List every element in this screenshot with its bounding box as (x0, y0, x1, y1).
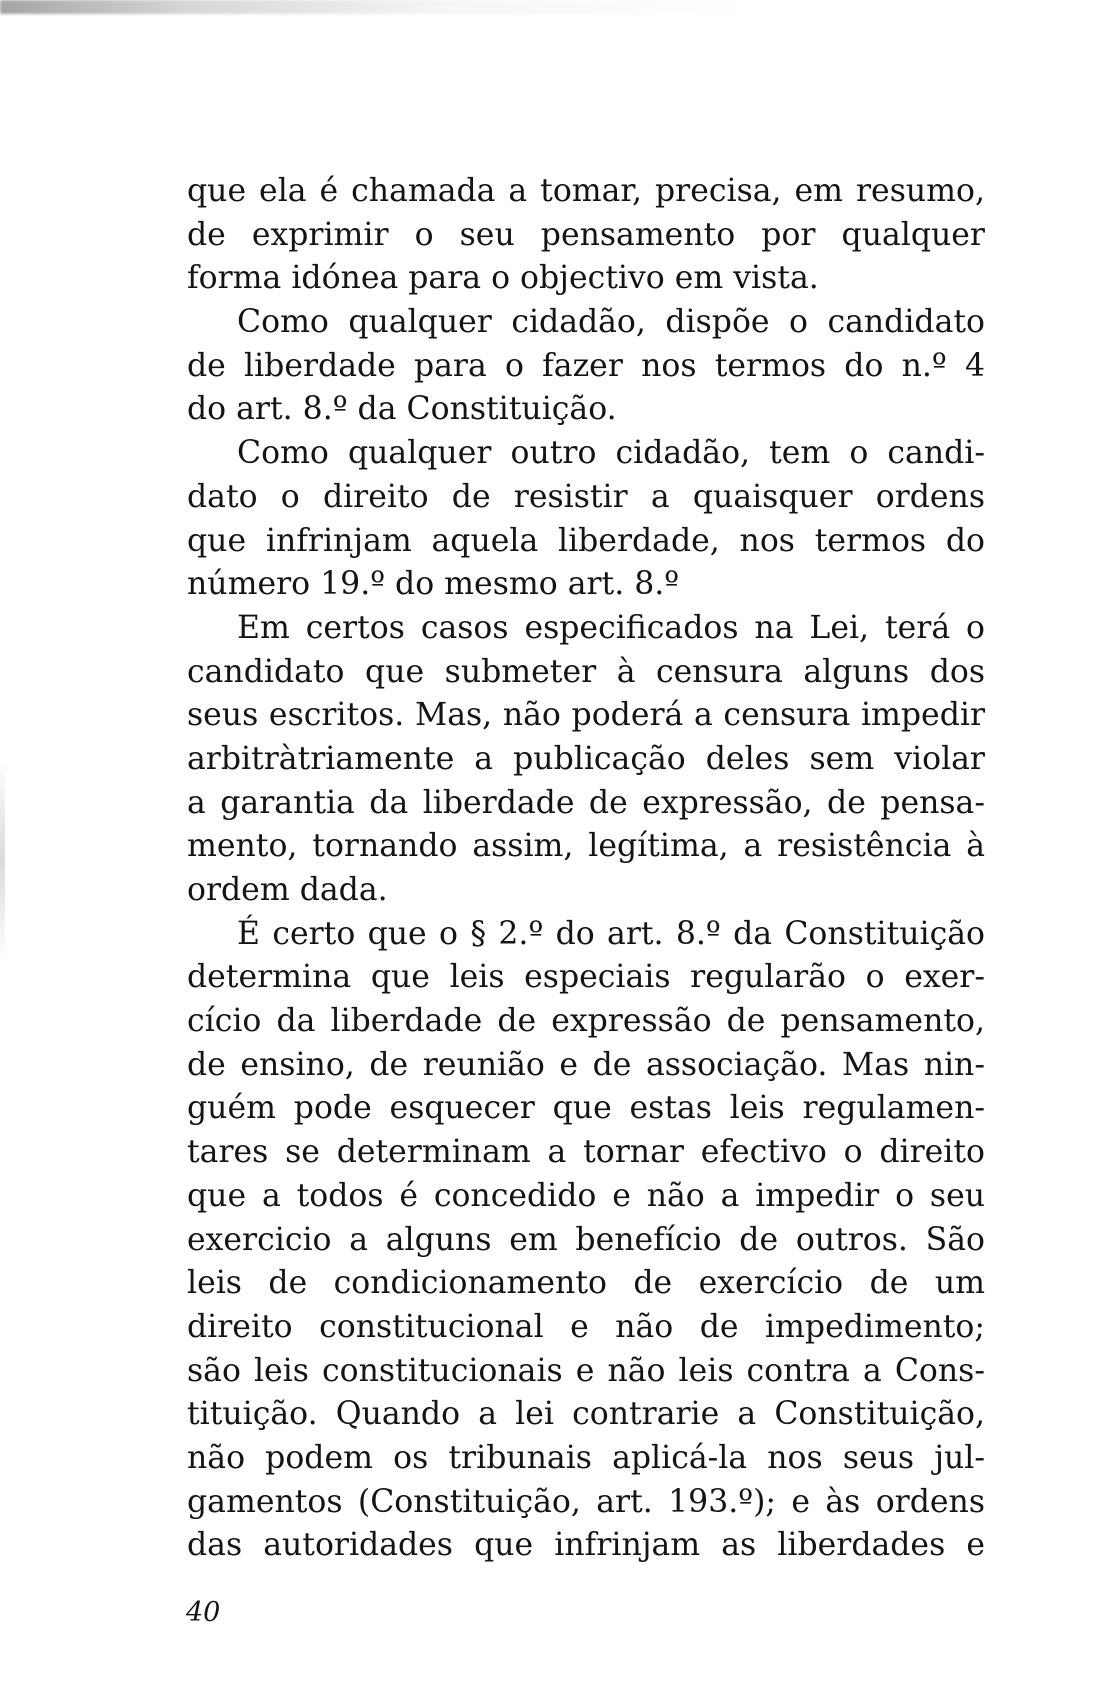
text-line: tituição. Quando a lei contrarie a Constituição, (187, 1396, 985, 1433)
text-line: mento, tornando assim, legítima, a resistência à (187, 828, 985, 865)
text-line: Como qualquer cidadão, dispõe o candidato (237, 304, 985, 341)
text-line: candidato que submeter à censura alguns dos (187, 653, 985, 690)
text-line: arbitràtriamente a publicação deles sem violar (187, 740, 985, 777)
page-number: 40 (186, 1597, 221, 1628)
text-line: que infrinjam aquela liberdade, nos termos do (187, 522, 985, 559)
scan-edge-shadow (0, 0, 760, 14)
text-line: direito constitucional e não de impedimento; (187, 1308, 985, 1345)
text-line: que ela é chamada a tomar, precisa, em resumo, (187, 173, 985, 209)
text-line: de liberdade para o fazer nos termos do n.º 4 (187, 347, 985, 384)
text-line: ordem dada. (187, 872, 388, 908)
text-line: das autoridades que infrinjam as liberdades e (187, 1527, 985, 1564)
text-line: É certo que o § 2.º do art. 8.º da Constituição (237, 915, 985, 952)
text-line: gamentos (Constituição, art. 193.º); e às ordens (187, 1483, 985, 1520)
text-line: a garantia da liberdade de expressão, de pensa- (187, 784, 985, 821)
text-line: dato o direito de resistir a quaisquer ordens (187, 478, 985, 515)
text-line: tares se determinam a tornar efectivo o direito (187, 1134, 985, 1171)
scan-edge-mark (0, 760, 5, 960)
body-text (187, 170, 985, 1568)
text-line: guém pode esquecer que estas leis regulamen- (187, 1090, 985, 1127)
text-line: forma idónea para o objectivo em vista. (187, 260, 819, 297)
text-line: número 19.º do mesmo art. 8.º (187, 566, 680, 603)
text-line: Em certos casos especificados na Lei, terá o (237, 609, 985, 646)
text-line: Como qualquer outro cidadão, tem o candi- (237, 435, 985, 472)
text-line: de ensino, de reunião e de associação. Mas nin- (187, 1046, 985, 1083)
text-line: são leis constitucionais e não leis contra a Cons- (187, 1352, 985, 1389)
text-line: exercicio a alguns em benefício de outros. São (187, 1221, 985, 1258)
text-line: que a todos é concedido e não a impedir o seu (187, 1177, 985, 1214)
text-line: cício da liberdade de expressão de pensamento, (187, 1003, 985, 1040)
text-line: do art. 8.º da Constituição. (187, 391, 617, 428)
text-line: leis de condicionamento de exercício de um (187, 1265, 985, 1302)
text-line: de exprimir o seu pensamento por qualquer (187, 216, 985, 253)
text-line: determina que leis especiais regularão o exer- (187, 959, 985, 996)
text-line: seus escritos. Mas, não poderá a censura impedir (187, 697, 985, 734)
text-line: não podem os tribunais aplicá-la nos seus jul- (187, 1439, 985, 1476)
